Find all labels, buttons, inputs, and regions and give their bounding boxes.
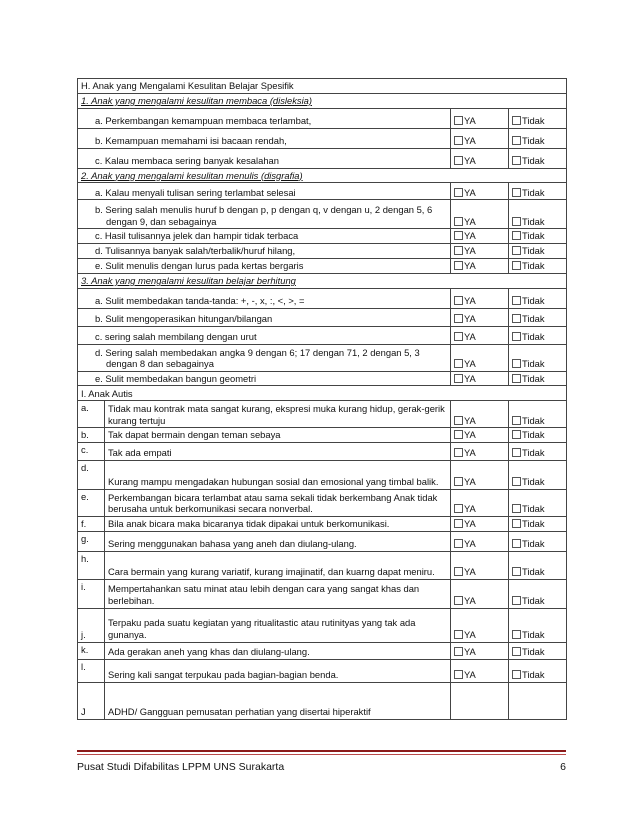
question-text: Tak ada empati [105, 442, 451, 460]
option-yes-label: YA [464, 155, 476, 166]
option-yes[interactable] [451, 258, 509, 273]
checkbox-icon[interactable] [512, 448, 521, 457]
option-yes-label: YA [464, 260, 476, 272]
item-letter: h. [78, 551, 105, 579]
checkbox-icon[interactable] [454, 630, 463, 639]
option-no-label: Tidak [522, 565, 545, 577]
option-no[interactable] [509, 326, 567, 344]
checkbox-icon[interactable] [454, 519, 463, 528]
option-yes-label: YA [464, 503, 476, 515]
question-row [78, 148, 567, 168]
option-yes[interactable] [451, 608, 509, 642]
autism-row [78, 551, 567, 579]
question-row [78, 326, 567, 344]
option-no[interactable] [509, 288, 567, 308]
checkbox-icon[interactable] [454, 504, 463, 513]
option-no-label: Tidak [522, 295, 545, 307]
option-yes[interactable] [451, 489, 509, 516]
option-no[interactable] [509, 200, 567, 229]
option-no-label: Tidak [522, 331, 545, 343]
subsection-row [78, 273, 567, 288]
question-text: b. Sulit mengoperasikan hitungan/bilangan [78, 308, 451, 326]
autism-row [78, 516, 567, 531]
option-no-label: Tidak [522, 645, 545, 657]
option-yes[interactable] [451, 442, 509, 460]
option-yes-label: YA [464, 645, 476, 657]
item-letter: k. [78, 642, 105, 659]
question-text: d. Sering salah membedakan angka 9 dengan 6; 17 dengan 71, 2 dengan 5, 3 dengan 8 dan sebagainya [78, 344, 451, 371]
option-yes[interactable] [451, 642, 509, 659]
footer-institution: Pusat Studi Difabilitas LPPM UNS Surakarta [77, 761, 285, 773]
option-yes[interactable] [451, 128, 509, 148]
checkbox-icon[interactable] [454, 246, 463, 255]
option-no-label: Tidak [522, 135, 545, 146]
option-yes[interactable] [451, 460, 509, 489]
autism-row [78, 659, 567, 682]
option-yes-label: YA [464, 358, 476, 370]
option-no-label: Tidak [522, 245, 545, 257]
question-text: b. Sering salah menulis huruf b dengan p, p dengan q, v dengan u, 2 dengan 5, 6 dengan 9, dan sebagainya [78, 200, 451, 229]
question-text: c. sering salah membilang dengan urut [78, 326, 451, 344]
question-text: a. Perkembangan kemampuan membaca terlambat, [78, 108, 451, 128]
option-yes[interactable] [451, 344, 509, 371]
question-text: Bila anak bicara maka bicaranya tidak dipakai untuk berkomunikasi. [105, 516, 451, 531]
autism-row [78, 642, 567, 659]
option-yes-label: YA [464, 628, 476, 640]
option-yes[interactable] [451, 308, 509, 326]
option-yes[interactable] [451, 108, 509, 128]
option-yes-label: YA [464, 429, 476, 441]
question-text: a. Sulit membedakan tanda-tanda: +, -, x, :, <, >, = [78, 288, 451, 308]
checkbox-icon[interactable] [454, 477, 463, 486]
item-letter: l. [78, 659, 105, 682]
checkbox-icon[interactable] [512, 188, 521, 197]
item-letter: b. [78, 428, 105, 443]
option-yes[interactable] [451, 243, 509, 258]
checkbox-icon[interactable] [454, 374, 463, 383]
checkbox-icon[interactable] [454, 217, 463, 226]
question-text: a. Kalau menyali tulisan sering terlambat selesai [78, 183, 451, 200]
option-no[interactable] [509, 428, 567, 443]
option-yes-label: YA [464, 245, 476, 257]
option-yes-label: YA [464, 331, 476, 343]
option-no-label: Tidak [522, 372, 545, 384]
item-letter: i. [78, 579, 105, 608]
checkbox-icon[interactable] [512, 116, 521, 125]
option-no-label: Tidak [522, 429, 545, 441]
option-no[interactable] [509, 344, 567, 371]
option-no-label: Tidak [522, 230, 545, 242]
option-yes[interactable] [451, 200, 509, 229]
assessment-table [77, 78, 567, 720]
item-letter: j. [78, 608, 105, 642]
checkbox-icon[interactable] [454, 359, 463, 368]
option-no-label: Tidak [522, 186, 545, 198]
checkbox-icon[interactable] [512, 539, 521, 548]
question-row [78, 108, 567, 128]
option-no[interactable] [509, 460, 567, 489]
option-no[interactable] [509, 243, 567, 258]
question-text: Cara bermain yang kurang variatif, kurang imajinatif, dan kuarng dapat meniru. [105, 551, 451, 579]
autism-row [78, 460, 567, 489]
checkbox-icon[interactable] [512, 231, 521, 240]
checkbox-icon[interactable] [454, 261, 463, 270]
option-yes-label: YA [464, 115, 476, 126]
option-yes[interactable] [451, 148, 509, 168]
option-yes[interactable] [451, 326, 509, 344]
checkbox-icon[interactable] [512, 314, 521, 323]
question-text: ADHD/ Gangguan pemusatan perhatian yang disertai hiperaktif [105, 682, 451, 719]
question-text: Perkembangan bicara terlambat atau sama sekali tidak berkembang Anak tidak berusaha untuk berkomunikasi secara nonverbal. [105, 489, 451, 516]
checkbox-icon[interactable] [454, 116, 463, 125]
option-no[interactable] [509, 531, 567, 551]
option-no-label: Tidak [522, 313, 545, 325]
checkbox-icon[interactable] [512, 630, 521, 639]
option-no[interactable] [509, 308, 567, 326]
checkbox-icon[interactable] [512, 670, 521, 679]
option-no-label: Tidak [522, 503, 545, 515]
question-text: Sering menggunakan bahasa yang aneh dan diulang-ulang. [105, 531, 451, 551]
checkbox-icon[interactable] [512, 504, 521, 513]
option-no[interactable] [509, 516, 567, 531]
question-row [78, 229, 567, 244]
option-yes-label: YA [464, 230, 476, 242]
checkbox-icon[interactable] [512, 156, 521, 165]
checkbox-icon[interactable] [512, 430, 521, 439]
option-no-empty[interactable] [509, 682, 567, 719]
question-text: Sering kali sangat terpukau pada bagian-bagian benda. [105, 659, 451, 682]
item-letter: a. [78, 401, 105, 428]
section-i-title: I. Anak Autis [78, 386, 567, 401]
checkbox-icon[interactable] [512, 296, 521, 305]
option-yes-label: YA [464, 517, 476, 529]
checkbox-icon[interactable] [512, 416, 521, 425]
autism-row [78, 442, 567, 460]
subsection-title-dyslexia: 1. Anak yang mengalami kesulitan membaca (disleksia) [78, 94, 567, 109]
autism-row [78, 682, 567, 719]
option-yes[interactable] [451, 531, 509, 551]
option-no[interactable] [509, 442, 567, 460]
checkbox-icon[interactable] [454, 430, 463, 439]
option-no-label: Tidak [522, 476, 545, 488]
option-yes[interactable] [451, 551, 509, 579]
option-yes-label: YA [464, 476, 476, 488]
option-yes-label: YA [464, 215, 476, 227]
subsection-row [78, 168, 567, 183]
item-letter: f. [78, 516, 105, 531]
question-text: Ada gerakan aneh yang khas dan diulang-ulang. [105, 642, 451, 659]
checkbox-icon[interactable] [512, 359, 521, 368]
option-no-label: Tidak [522, 517, 545, 529]
subsection-row [78, 94, 567, 109]
section-h-title: H. Anak yang Mengalami Kesulitan Belajar Spesifik [78, 79, 567, 94]
option-yes-label: YA [464, 135, 476, 146]
item-letter: J [78, 682, 105, 719]
option-no-label: Tidak [522, 628, 545, 640]
checkbox-icon[interactable] [454, 314, 463, 323]
option-yes-empty[interactable] [451, 682, 509, 719]
option-no[interactable] [509, 229, 567, 244]
question-row [78, 308, 567, 326]
item-letter: d. [78, 460, 105, 489]
checkbox-icon[interactable] [512, 477, 521, 486]
question-text: Tak dapat bermain dengan teman sebaya [105, 428, 451, 443]
option-no[interactable] [509, 148, 567, 168]
question-row [78, 128, 567, 148]
option-yes-label: YA [464, 372, 476, 384]
option-no[interactable] [509, 258, 567, 273]
footer-divider-thin [77, 754, 566, 755]
option-no[interactable] [509, 659, 567, 682]
checkbox-icon[interactable] [512, 567, 521, 576]
question-row [78, 371, 567, 386]
option-yes[interactable] [451, 516, 509, 531]
question-row [78, 344, 567, 371]
question-text: Tidak mau kontrak mata sangat kurang, ekspresi muka kurang hidup, gerak-gerik kurang tertuju [105, 401, 451, 428]
option-no[interactable] [509, 183, 567, 200]
option-yes[interactable] [451, 229, 509, 244]
question-text: Terpaku pada suatu kegiatan yang ritualitastic atau rutinityas yang tak ada gunanya. [105, 608, 451, 642]
question-text: e. Sulit menulis dengan lurus pada kertas bergaris [78, 258, 451, 273]
checkbox-icon[interactable] [512, 246, 521, 255]
option-no[interactable] [509, 108, 567, 128]
option-yes[interactable] [451, 659, 509, 682]
question-row [78, 183, 567, 200]
question-text: Mempertahankan satu minat atau lebih dengan cara yang sangat khas dan berlebihan. [105, 579, 451, 608]
checkbox-icon[interactable] [454, 448, 463, 457]
subsection-title-dysgraphia: 2. Anak yang mengalami kesulitan menulis (disgrafia) [78, 168, 567, 183]
option-yes-label: YA [464, 186, 476, 198]
section-i-row [78, 386, 567, 401]
checkbox-icon[interactable] [454, 567, 463, 576]
option-no[interactable] [509, 128, 567, 148]
checkbox-icon[interactable] [454, 416, 463, 425]
question-text: c. Kalau membaca sering banyak kesalahan [78, 148, 451, 168]
option-no-label: Tidak [522, 155, 545, 166]
option-yes-label: YA [464, 313, 476, 325]
item-letter: e. [78, 489, 105, 516]
page-number: 6 [560, 761, 566, 773]
item-letter: g. [78, 531, 105, 551]
section-h-row [78, 79, 567, 94]
option-no[interactable] [509, 579, 567, 608]
checkbox-icon[interactable] [512, 596, 521, 605]
option-yes[interactable] [451, 288, 509, 308]
checkbox-icon[interactable] [454, 231, 463, 240]
checkbox-icon[interactable] [454, 647, 463, 656]
autism-row [78, 489, 567, 516]
option-yes[interactable] [451, 183, 509, 200]
question-row [78, 243, 567, 258]
checkbox-icon[interactable] [512, 217, 521, 226]
option-no[interactable] [509, 489, 567, 516]
checkbox-icon[interactable] [454, 296, 463, 305]
option-yes-label: YA [464, 414, 476, 426]
checkbox-icon[interactable] [512, 261, 521, 270]
option-no[interactable] [509, 551, 567, 579]
checkbox-icon[interactable] [512, 374, 521, 383]
option-yes-label: YA [464, 594, 476, 606]
option-yes-label: YA [464, 447, 476, 459]
question-row [78, 200, 567, 229]
question-text: d. Tulisannya banyak salah/terbalik/huruf hilang, [78, 243, 451, 258]
option-no[interactable] [509, 642, 567, 659]
option-yes[interactable] [451, 579, 509, 608]
autism-row [78, 608, 567, 642]
option-no-label: Tidak [522, 447, 545, 459]
option-yes[interactable] [451, 401, 509, 428]
item-letter: c. [78, 442, 105, 460]
checkbox-icon[interactable] [512, 647, 521, 656]
checkbox-icon[interactable] [454, 670, 463, 679]
option-no-label: Tidak [522, 594, 545, 606]
option-no-label: Tidak [522, 260, 545, 272]
option-no-label: Tidak [522, 215, 545, 227]
option-no-label: Tidak [522, 414, 545, 426]
subsection-title-dyscalculia: 3. Anak yang mengalami kesulitan belajar berhitung [78, 273, 567, 288]
autism-row [78, 531, 567, 551]
question-text: b. Kemampuan memahami isi bacaan rendah, [78, 128, 451, 148]
option-no-label: Tidak [522, 537, 545, 549]
autism-row [78, 401, 567, 428]
autism-row [78, 579, 567, 608]
option-no[interactable] [509, 371, 567, 386]
question-row [78, 258, 567, 273]
question-row [78, 288, 567, 308]
option-no-label: Tidak [522, 668, 545, 680]
option-yes-label: YA [464, 295, 476, 307]
checkbox-icon[interactable] [512, 136, 521, 145]
question-text: c. Hasil tulisannya jelek dan hampir tidak terbaca [78, 229, 451, 244]
checkbox-icon[interactable] [454, 539, 463, 548]
question-text: e. Sulit membedakan bangun geometri [78, 371, 451, 386]
checkbox-icon[interactable] [454, 596, 463, 605]
option-yes-label: YA [464, 668, 476, 680]
autism-row [78, 428, 567, 443]
checkbox-icon[interactable] [454, 156, 463, 165]
checkbox-icon[interactable] [454, 332, 463, 341]
option-yes-label: YA [464, 537, 476, 549]
option-no-label: Tidak [522, 115, 545, 126]
option-no[interactable] [509, 608, 567, 642]
option-yes[interactable] [451, 371, 509, 386]
option-no-label: Tidak [522, 358, 545, 370]
checkbox-icon[interactable] [454, 136, 463, 145]
checkbox-icon[interactable] [512, 519, 521, 528]
option-yes-label: YA [464, 565, 476, 577]
footer-divider [77, 750, 566, 752]
checkbox-icon[interactable] [454, 188, 463, 197]
option-no[interactable] [509, 401, 567, 428]
checkbox-icon[interactable] [512, 332, 521, 341]
option-yes[interactable] [451, 428, 509, 443]
question-text: Kurang mampu mengadakan hubungan sosial dan emosional yang timbal balik. [105, 460, 451, 489]
